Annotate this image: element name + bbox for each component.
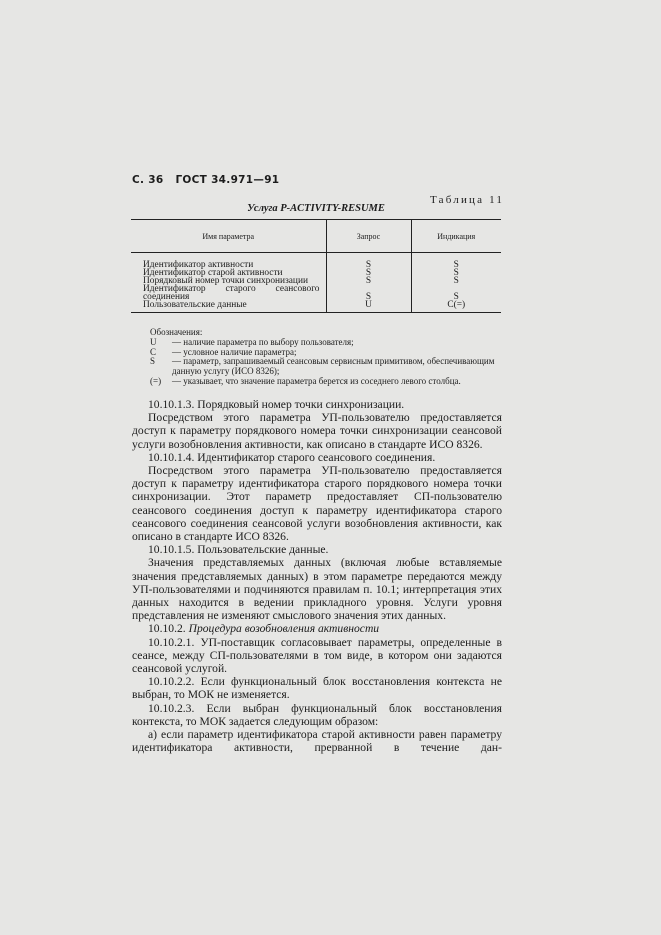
column-header: Запрос [326,220,411,253]
section-heading [132,622,502,635]
clause-heading: 10.10.1.3. Порядковый номер точки синхронизации. [148,398,405,411]
section-number: 10.10.2. [148,622,186,636]
table-header-row [131,220,501,253]
indication-value: S [411,269,501,277]
request-value: S [326,253,411,270]
request-value: S [326,285,411,301]
request-value: S [326,277,411,285]
legend-text: — указывает, что значение параметра берется из соседнего левого столбца. [172,375,461,386]
legend-title: Обозначения: [150,327,203,337]
column-header: Имя параметра [131,220,326,253]
legend-symbol: S [150,356,156,367]
paragraph: Посредством этого параметра УП-пользователю предоставляется доступ к параметру идентификатора старого порядкового номера точки синхронизации. Этот параметр предоставляет СП-пользователю сеансового соединения доступ к параметру идентификатора старого сеансового соединения сеансовой услуги возобновления активности, как описано в стандарте ИСО 8326. [132,464,502,544]
paragraph: 10.10.2.1. УП-поставщик согласовывает параметры, определенные в сеансе, между СП-пользователями в том виде, в котором они задаются сеансовой услугой. [132,635,502,676]
paragraph: Значения представляемых данных (включая любые вставляемые значения представляемых данных) в этом параметре передаются между УП-пользователями и подчиняются правилам п. 10.1; интерпретация этих данных находится в ведении прикладного уровня. Услуги уровня представления не изменяют смыслового значения этих данных. [132,556,502,623]
indication-value: S [411,253,501,270]
legend-symbol: C [150,346,157,357]
page-header [132,174,287,186]
page-number: С. 36 [132,174,164,186]
table-row [131,301,501,313]
legend [150,328,510,387]
paragraph: а) если параметр идентификатора старой активности равен параметру идентификатора активности, прерванной в течение дан- [132,728,502,755]
param-name: Порядковый номер точки синхронизации [143,276,308,286]
param-name: Идентификатор активности [143,260,254,270]
clause-heading: 10.10.1.4. Идентификатор старого сеансового соединения. [148,450,436,464]
parameters-table [131,219,501,313]
standard-code: ГОСТ 34.971—91 [175,174,280,186]
legend-text: — параметр, запрашиваемый сеансовым сервисным примитивом, обеспечивающим данную услугу (ИСО 8326); [172,356,495,377]
table-row [131,253,501,270]
table-row [131,285,501,301]
paragraph: Посредством этого параметра УП-пользователю предоставляется доступ к параметру порядкового номера точки синхронизации сеансовой услуги возобновления активности, как описано в стандарте ИСО 8326. [132,411,502,451]
paragraph: 10.10.2.2. Если функциональный блок восстановления контекста не выбран, то МОК не изменяется. [132,675,502,702]
param-name: Идентификатор старой активности [143,268,283,278]
body-text [132,398,502,754]
legend-symbol: (=) [150,375,162,386]
column-header: Индикация [411,220,501,253]
paragraph: 10.10.2.3. Если выбран функциональный блок восстановления контекста, то МОК задается следующим образом: [132,701,502,728]
indication-value: S [411,285,501,301]
param-name: Пользовательские данные [131,301,326,313]
table-title: Услуга P-ACTIVITY-RESUME [247,203,385,214]
clause-heading: 10.10.1.5. Пользовательские данные. [148,543,329,557]
legend-item [150,357,510,377]
legend-text: — условное наличие параметра; [172,346,297,357]
request-value: U [326,301,411,313]
indication-value: S [411,277,501,285]
indication-value: C(=) [411,301,501,313]
legend-text: — наличие параметра по выбору пользователя; [172,336,354,347]
section-title: Процедура возобновления активности [188,622,380,636]
table-number: Таблица 11 [430,194,505,206]
request-value: S [326,269,411,277]
legend-symbol: U [150,336,157,347]
legend-item [150,377,510,387]
param-name: Идентификатор старого сеансового соединения [143,284,320,302]
